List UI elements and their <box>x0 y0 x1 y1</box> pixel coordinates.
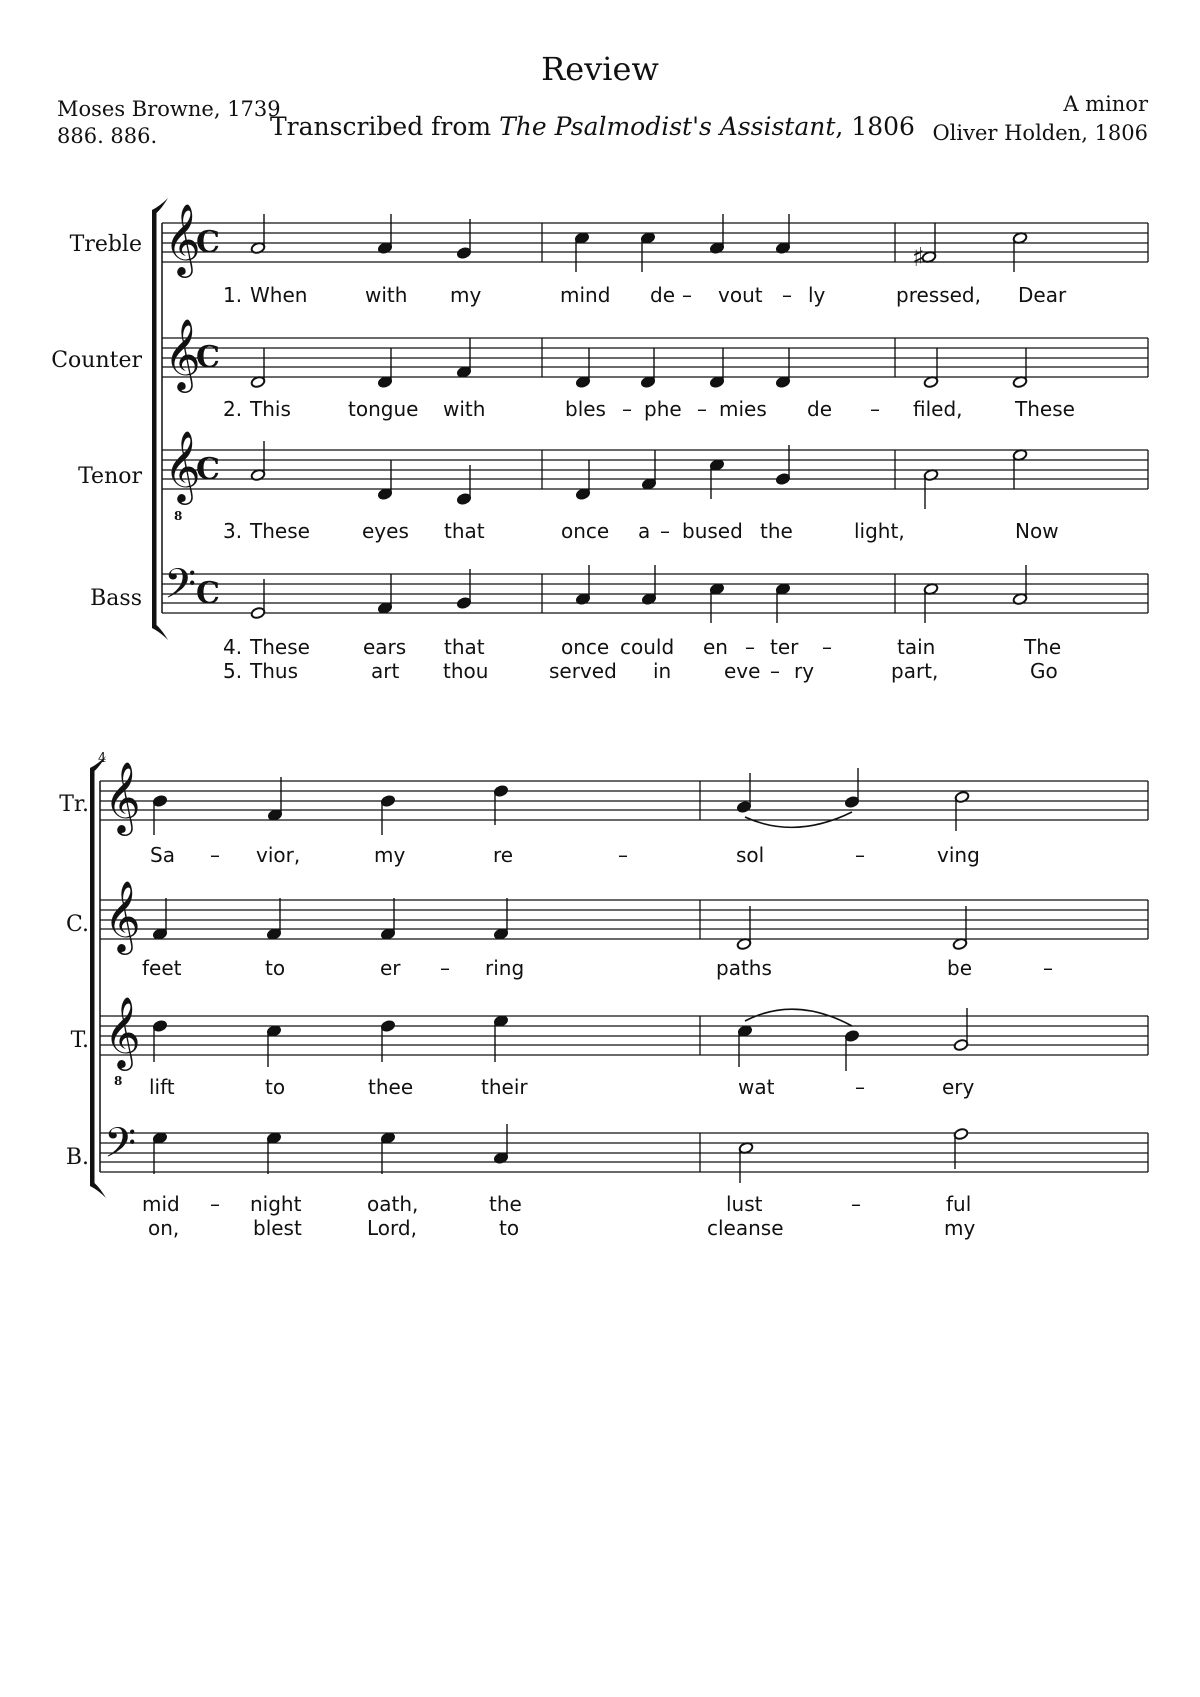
hyphen: – <box>770 659 780 683</box>
lyric: paths <box>716 956 772 980</box>
staff-treble-sys2 <box>100 781 1148 820</box>
lyric: to <box>265 1075 286 1099</box>
common-time-icon: C <box>196 452 220 487</box>
lyric: light, <box>854 519 905 543</box>
lyric: Lord, <box>367 1216 417 1240</box>
part-name-counter: Counter <box>51 348 142 373</box>
lyric: vout <box>718 283 763 307</box>
hyphen: – <box>622 397 632 421</box>
lyric: ring <box>485 956 525 980</box>
lyric: ving <box>937 843 980 867</box>
lyric: ful <box>946 1192 972 1216</box>
subtitle-prefix: Transcribed from <box>270 112 500 141</box>
treble-m5 <box>736 768 969 831</box>
treble-clef-icon: 𝄞 <box>104 995 141 1068</box>
measure-number: 4 <box>98 751 107 766</box>
lyric: mies <box>719 397 767 421</box>
lyric: eyes <box>362 519 409 543</box>
lyric: The <box>1024 635 1062 659</box>
lyric: ears <box>363 635 407 659</box>
lyric: the <box>489 1192 522 1216</box>
lyric: sol <box>736 843 765 867</box>
lyric: lust <box>726 1192 763 1216</box>
lyric: bles <box>565 397 606 421</box>
lyric: phe <box>644 397 682 421</box>
counter-m4 <box>152 898 508 940</box>
lyric: once <box>561 635 610 659</box>
tenor-m5 <box>737 1008 968 1071</box>
part-name-tenor-abbr: T. <box>70 1028 89 1053</box>
piece-title: Review <box>541 50 659 88</box>
octave-8-marker: 8 <box>114 1074 123 1088</box>
lyric: tongue <box>348 397 419 421</box>
hyphen: – <box>682 283 692 307</box>
staff-counter-sys2 <box>100 900 1148 939</box>
lyric: filed, <box>913 397 963 421</box>
part-name-counter-abbr: C. <box>65 912 89 937</box>
lyric: bused <box>682 519 743 543</box>
lyric: Sa <box>150 843 175 867</box>
treble-clef-icon: 𝄞 <box>104 879 141 952</box>
hyphen: – <box>855 843 865 867</box>
lyric: wat <box>738 1075 775 1099</box>
lyric: feet <box>142 956 182 980</box>
treble-clef-icon: 𝄞 <box>104 760 141 833</box>
bass-clef-icon: 𝄢 <box>164 560 197 618</box>
counter-m5 <box>736 906 967 950</box>
lyric: cleanse <box>707 1216 784 1240</box>
lyric: oath, <box>367 1192 419 1216</box>
hyphen: – <box>1043 956 1053 980</box>
lyric: de <box>650 283 675 307</box>
lyric: These <box>1015 397 1075 421</box>
verse-number: 1. <box>223 283 243 307</box>
lyric: blest <box>253 1216 302 1240</box>
verse-number: 5. <box>223 659 243 683</box>
hyphen: – <box>440 956 450 980</box>
hyphen: – <box>822 635 832 659</box>
lyric: my <box>450 283 482 307</box>
counter-m3 <box>923 348 1027 388</box>
lyric: that <box>444 635 485 659</box>
lyric: be <box>947 956 972 980</box>
treble-m4 <box>152 777 508 835</box>
lyric: thee <box>368 1075 414 1099</box>
lyric: These <box>250 519 310 543</box>
staff-tenor-sys2 <box>100 1016 1148 1055</box>
staff-treble-sys1 <box>162 223 1148 262</box>
staff-counter-sys1 <box>162 338 1148 377</box>
lyric: ter <box>770 635 799 659</box>
lyric: to <box>265 956 286 980</box>
lyric: with <box>365 283 408 307</box>
treble-clef-icon: 𝄞 <box>164 317 201 390</box>
lyric: art <box>371 659 400 683</box>
hyphen: – <box>870 397 880 421</box>
lyric: once <box>561 519 610 543</box>
lyric: to <box>499 1216 520 1240</box>
part-name-bass-abbr: B. <box>65 1145 89 1170</box>
bass-m5 <box>738 1128 968 1183</box>
lyric: re <box>493 843 514 867</box>
key-label: A minor <box>1063 92 1148 116</box>
meter-label: 886. 886. <box>57 124 158 148</box>
lyric: tain <box>897 635 936 659</box>
tenor-m2 <box>575 445 790 500</box>
treble-clef-icon: 𝄞 <box>164 202 201 275</box>
hyphen: – <box>782 283 792 307</box>
hyphen: – <box>618 843 628 867</box>
lyric: with <box>443 397 486 421</box>
counter-m2 <box>575 348 790 388</box>
lyric: er <box>380 956 401 980</box>
lyric: en <box>703 635 728 659</box>
tenor-m1 <box>250 441 471 505</box>
part-name-bass: Bass <box>90 586 142 611</box>
lyric: de <box>807 397 832 421</box>
part-name-treble-abbr: Tr. <box>59 792 89 817</box>
lyric: my <box>944 1216 976 1240</box>
lyric: part, <box>891 659 939 683</box>
hyphen: – <box>660 519 670 543</box>
part-name-tenor: Tenor <box>78 464 142 489</box>
lyric: on, <box>148 1216 180 1240</box>
tenor-m4 <box>152 1015 508 1067</box>
poet-credit: Moses Browne, 1739 <box>57 97 281 121</box>
verse-number: 3. <box>223 519 243 543</box>
slur-tenor <box>745 1009 852 1026</box>
lyric: This <box>250 397 291 421</box>
lyric: served <box>549 659 617 683</box>
lyric: their <box>481 1075 528 1099</box>
lyric: night <box>250 1192 302 1216</box>
common-time-icon: C <box>196 576 220 611</box>
hyphen: – <box>851 1192 861 1216</box>
lyric: ry <box>794 659 815 683</box>
lyric: my <box>374 843 406 867</box>
verse-number: 2. <box>223 397 243 421</box>
counter-m1 <box>250 338 471 388</box>
hyphen: – <box>210 1192 220 1216</box>
common-time-icon: C <box>196 340 220 375</box>
lyric: Thus <box>250 659 298 683</box>
part-name-treble: Treble <box>69 232 142 257</box>
lyric: Now <box>1015 519 1059 543</box>
lyric: These <box>250 635 310 659</box>
hyphen: – <box>855 1075 865 1099</box>
bass-clef-icon: 𝄢 <box>104 1119 137 1177</box>
hyphen: – <box>697 397 707 421</box>
hyphen: – <box>210 843 220 867</box>
lyric: Go <box>1030 659 1058 683</box>
lyric: that <box>444 519 485 543</box>
lyric: a <box>638 519 651 543</box>
lyric: Dear <box>1018 283 1067 307</box>
hyphen: – <box>745 635 755 659</box>
lyric: eve <box>724 659 761 683</box>
lyric: ery <box>942 1075 975 1099</box>
composer-credit: Oliver Holden, 1806 <box>932 121 1148 145</box>
lyric: the <box>760 519 793 543</box>
common-time-icon: C <box>196 225 220 260</box>
lyric: mind <box>560 283 611 307</box>
notes <box>152 214 1027 1183</box>
octave-8-marker: 8 <box>174 509 183 523</box>
sharp-icon: ♯ <box>912 243 925 273</box>
verse-number: 4. <box>223 635 243 659</box>
lyric: When <box>250 283 308 307</box>
bass-m4 <box>152 1124 508 1174</box>
lyric: lift <box>149 1075 175 1099</box>
treble-m3 <box>921 223 1027 272</box>
staff-bass-sys2 <box>100 1133 1148 1172</box>
subtitle-suffix: , 1806 <box>835 112 915 141</box>
lyric: pressed, <box>896 283 981 307</box>
lyric: vior, <box>256 843 301 867</box>
lyric: mid <box>142 1192 180 1216</box>
treble-clef-icon: 𝄞 <box>164 429 201 502</box>
subtitle-source-title: The Psalmodist's Assistant <box>499 112 836 141</box>
lyric: ly <box>808 283 826 307</box>
lyric: thou <box>443 659 489 683</box>
lyric: in <box>653 659 672 683</box>
lyric: could <box>620 635 675 659</box>
